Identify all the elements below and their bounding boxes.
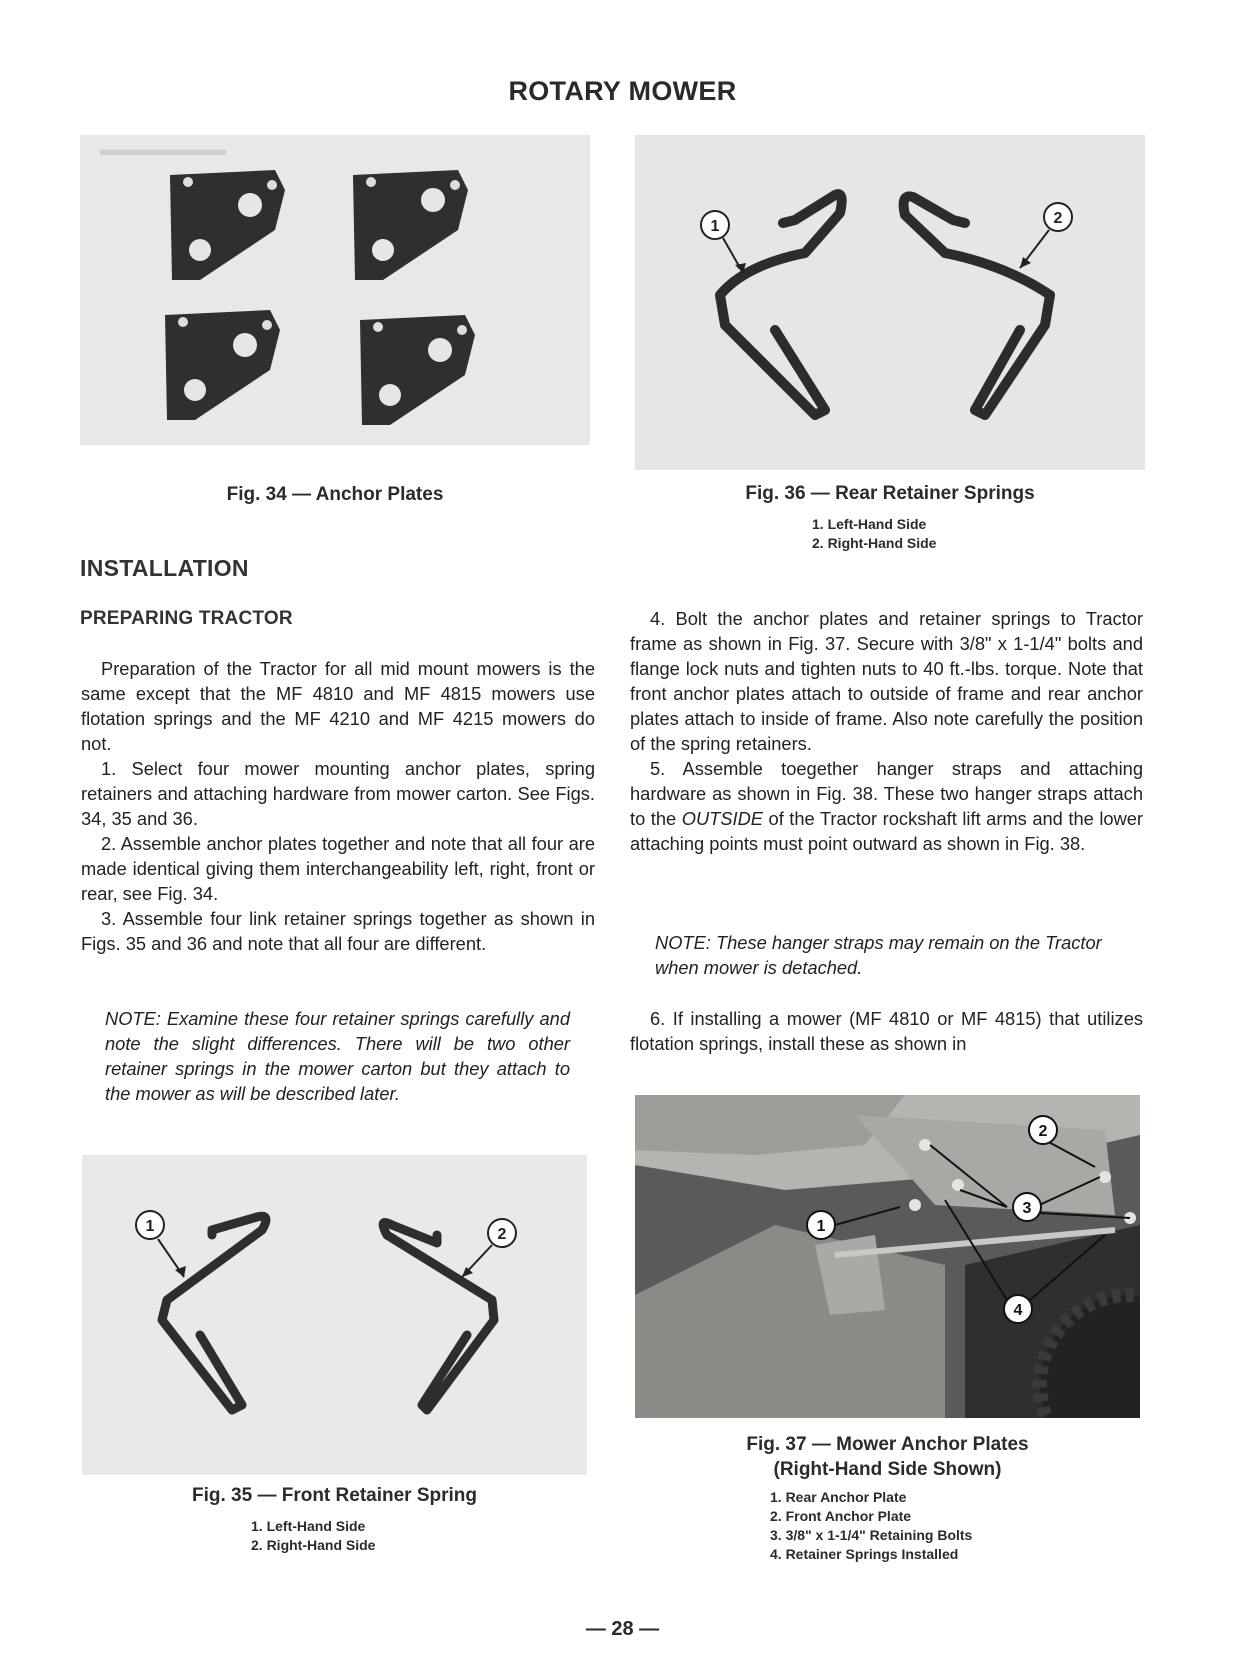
step-4: 4. Bolt the anchor plates and retainer springs to Tractor frame as shown in Fig. 37. Secure with 3/8" x 1-1/4" bolts and flange lock nuts and tighten nuts to 40 ft.-lbs. torque. Note that front anchor plates attach to outside of frame and rear anchor plates attach to inside of frame. Also note carefully the position of the spring retainers. — [630, 608, 1143, 754]
callout-4 — [1004, 1295, 1032, 1323]
fig35-caption: Fig. 35 — Front Retainer Spring — [191, 1485, 478, 1506]
front-retainer-spring-illustration — [82, 1155, 587, 1475]
legend-item: 2. Front Anchor Plate — [770, 1508, 912, 1524]
fig36-photo — [635, 135, 1145, 470]
callout-1 — [807, 1211, 835, 1239]
svg-text:1: 1 — [145, 1218, 155, 1235]
svg-text:1: 1 — [710, 218, 720, 235]
step-2: 2. Assemble anchor plates together and note that all four are made identical giving them interchangeability left, right, front or rear, see Fig. 34. — [81, 833, 595, 904]
step-5: 5. Assemble toegether hanger straps and attaching hardware as shown in Fig. 38. These two hanger straps attach to the OUTSIDE of the Tractor rockshaft lift arms and the lower attaching points must point outward as shown in Fig. 38. — [630, 758, 1143, 854]
fig37-caption-line1: Fig. 37 — Mower Anchor Plates — [746, 1434, 1029, 1455]
svg-text:2: 2 — [1053, 210, 1063, 227]
legend-item: 2. Right-Hand Side — [251, 1537, 376, 1553]
callout-2 — [1029, 1116, 1057, 1144]
fig37-caption — [635, 1432, 1140, 1482]
fig35-legend — [251, 1517, 375, 1555]
fig35-photo — [82, 1155, 587, 1475]
step-3: 3. Assemble four link retainer springs together as shown in Figs. 35 and 36 and note that all four are different. — [81, 908, 595, 954]
fig34-caption: Fig. 34 — Anchor Plates — [226, 484, 444, 505]
rear-retainer-springs-illustration — [635, 135, 1145, 470]
left-column-body — [81, 656, 595, 956]
fig37-caption-line2: (Right-Hand Side Shown) — [773, 1459, 1002, 1480]
callout-3 — [1013, 1193, 1041, 1221]
fig37-photo — [635, 1095, 1140, 1418]
legend-item: 3. 3/8" x 1-1/4" Retaining Bolts — [770, 1527, 973, 1543]
page-number: — 28 — — [585, 1618, 660, 1640]
anchor-plates-illustration — [80, 135, 590, 445]
legend-item: 1. Left-Hand Side — [251, 1518, 366, 1534]
svg-text:4: 4 — [1013, 1302, 1023, 1319]
installation-heading: INSTALLATION — [80, 555, 249, 581]
fig36-legend — [812, 515, 936, 553]
right-column-body — [630, 606, 1143, 856]
legend-item: 2. Right-Hand Side — [812, 535, 937, 551]
page-title: ROTARY MOWER — [508, 76, 737, 106]
legend-item: 4. Retainer Springs Installed — [770, 1546, 959, 1562]
fig34-photo — [80, 135, 590, 445]
legend-item: 1. Left-Hand Side — [812, 516, 927, 532]
right-note: NOTE: These hanger straps may remain on the Tractor when mower is detached. — [655, 932, 1102, 978]
svg-text:2: 2 — [497, 1226, 507, 1243]
step-1: 1. Select four mower mounting anchor plates, spring retainers and attaching hardware from mower carton. See Figs. 34, 35 and 36. — [81, 758, 595, 829]
legend-item: 1. Rear Anchor Plate — [770, 1489, 907, 1505]
svg-text:2: 2 — [1038, 1123, 1048, 1140]
preparing-tractor-heading: PREPARING TRACTOR — [80, 608, 293, 629]
step-6-container — [630, 1006, 1143, 1056]
left-note: NOTE: Examine these four retainer springs carefully and note the slight differences. There will be two other retainer springs in the mower carton but they attach to the mower as will be described later. — [105, 1008, 570, 1104]
bleed-through-text: ▬▬▬▬▬▬▬ — [100, 139, 226, 159]
emphasis-outside: OUTSIDE — [681, 808, 763, 829]
intro-paragraph: Preparation of the Tractor for all mid mount mowers is the same except that the MF 4810 and MF 4815 mowers use flotation springs and the MF 4210 and MF 4215 mowers do not. — [81, 658, 595, 754]
step-6: 6. If installing a mower (MF 4810 or MF 4815) that utilizes flotation springs, install these as shown in — [630, 1008, 1143, 1054]
fig36-caption: Fig. 36 — Rear Retainer Springs — [745, 483, 1035, 504]
svg-text:3: 3 — [1022, 1200, 1032, 1217]
svg-text:1: 1 — [816, 1218, 826, 1235]
fig37-legend — [770, 1488, 972, 1564]
mower-anchor-plates-illustration — [635, 1095, 1140, 1418]
